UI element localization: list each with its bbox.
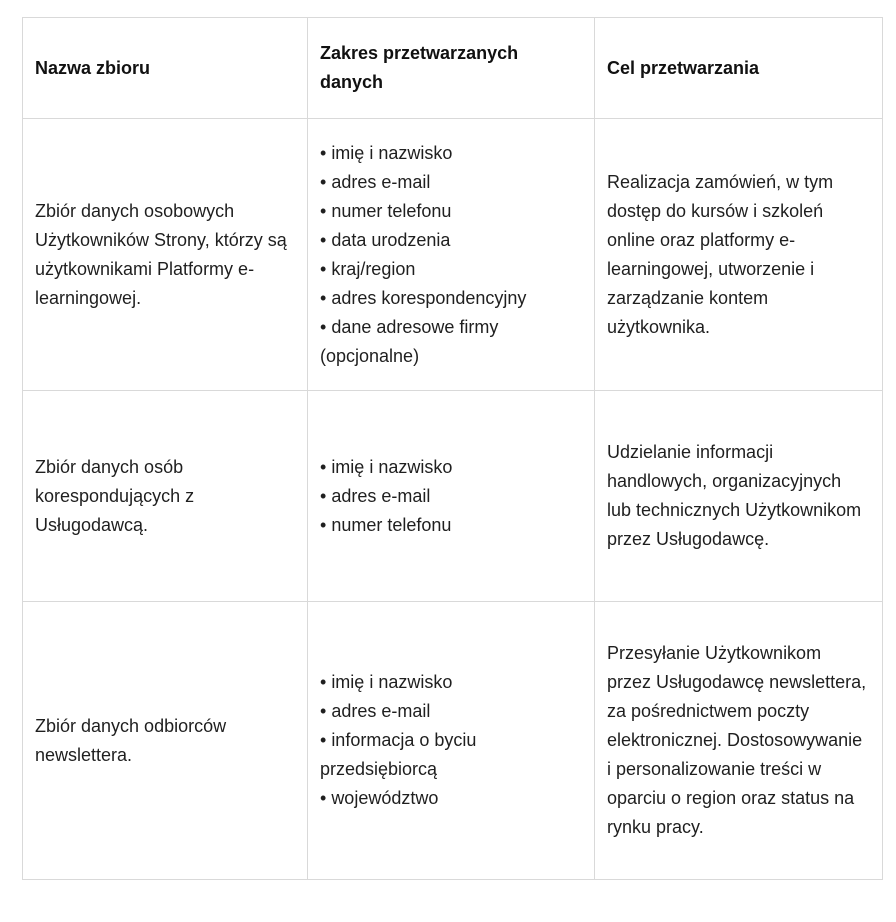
header-data-scope: Zakres przetwarzanych danych <box>308 18 595 119</box>
purpose-cell: Przesyłanie Użytkownikom przez Usługodawcę newslettera, za pośrednictwem poczty elektronicznej. Dostosowywanie i personalizowanie treści w oparciu o region oraz status na rynku pracy. <box>595 602 883 880</box>
list-item: • data urodzenia <box>320 226 582 255</box>
data-scope-list <box>320 139 582 371</box>
table-header-row <box>23 18 883 119</box>
header-set-name: Nazwa zbioru <box>23 18 308 119</box>
list-item: • kraj/region <box>320 255 582 284</box>
table-row <box>23 119 883 391</box>
list-item: • województwo <box>320 784 582 813</box>
list-item: • adres e-mail <box>320 168 582 197</box>
table-row <box>23 391 883 602</box>
list-item: • adres e-mail <box>320 697 582 726</box>
list-item: • adres e-mail <box>320 482 582 511</box>
table-row <box>23 602 883 880</box>
list-item: • imię i nazwisko <box>320 139 582 168</box>
data-scope-list <box>320 668 582 813</box>
list-item: • adres korespondencyjny <box>320 284 582 313</box>
data-scope-list <box>320 453 582 540</box>
list-item: • dane adresowe firmy (opcjonalne) <box>320 313 582 371</box>
list-item: • numer telefonu <box>320 511 582 540</box>
list-item: • imię i nazwisko <box>320 668 582 697</box>
set-name-cell: Zbiór danych odbiorców newslettera. <box>23 602 308 880</box>
data-scope-cell <box>308 602 595 880</box>
data-sets-table <box>22 17 883 880</box>
list-item: • numer telefonu <box>320 197 582 226</box>
header-purpose: Cel przetwarzania <box>595 18 883 119</box>
data-scope-cell <box>308 391 595 602</box>
purpose-cell: Realizacja zamówień, w tym dostęp do kursów i szkoleń online oraz platformy e-learningowej, utworzenie i zarządzanie kontem użytkownika. <box>595 119 883 391</box>
list-item: • informacja o byciu przedsiębiorcą <box>320 726 582 784</box>
data-scope-cell <box>308 119 595 391</box>
purpose-cell: Udzielanie informacji handlowych, organizacyjnych lub technicznych Użytkownikom przez Usługodawcę. <box>595 391 883 602</box>
set-name-cell: Zbiór danych osobowych Użytkowników Strony, którzy są użytkownikami Platformy e-learningowej. <box>23 119 308 391</box>
list-item: • imię i nazwisko <box>320 453 582 482</box>
set-name-cell: Zbiór danych osób korespondujących z Usługodawcą. <box>23 391 308 602</box>
